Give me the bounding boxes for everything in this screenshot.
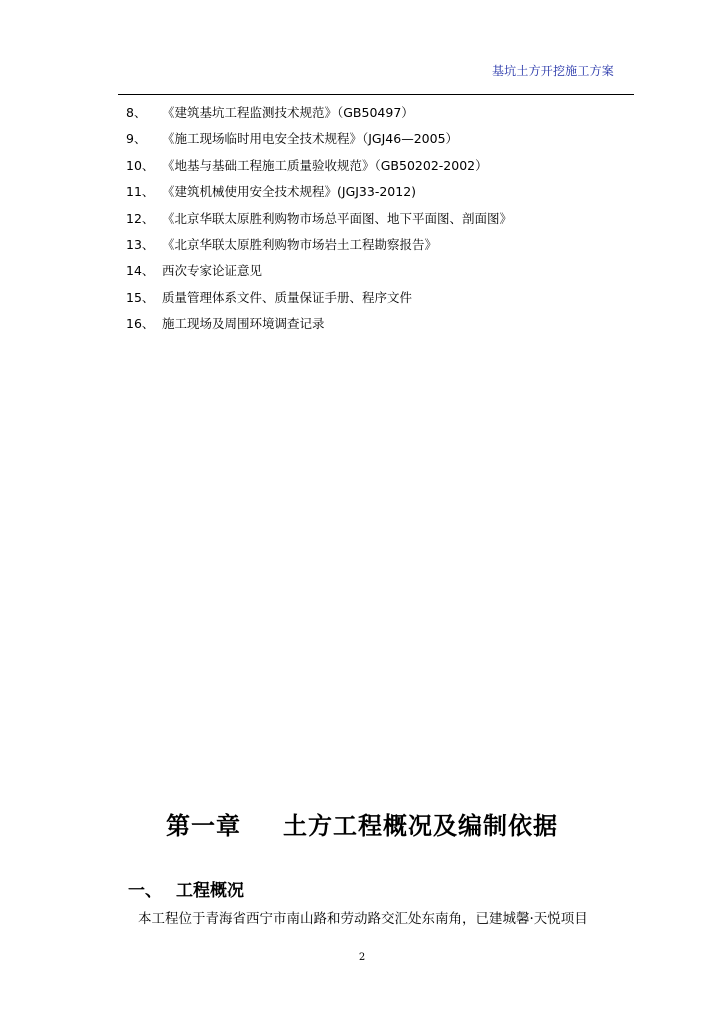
list-item-text: 《建筑机械使用安全技术规程》(JGJ33-2012) <box>162 184 417 200</box>
list-item-text: 西次专家论证意见 <box>162 263 263 279</box>
list-item-number: 13、 <box>126 236 155 252</box>
list-item <box>126 311 512 337</box>
list-item-number: 9、 <box>126 131 147 147</box>
list-item-text: 《北京华联太原胜利购物市场岩土工程勘察报告》 <box>162 236 438 252</box>
chapter-title <box>0 806 724 841</box>
list-item-number: 11、 <box>126 184 155 200</box>
chapter-label: 第一章 <box>166 812 241 840</box>
page-number: 2 <box>358 952 366 963</box>
list-item <box>126 153 512 179</box>
list-item <box>126 258 512 284</box>
list-item <box>126 232 512 258</box>
list-item-number: 15、 <box>126 289 155 305</box>
list-item <box>126 179 512 205</box>
reference-list <box>126 100 512 338</box>
list-item <box>126 206 512 232</box>
section-heading <box>128 876 244 901</box>
list-item-text: 施工现场及周围环境调查记录 <box>162 316 325 332</box>
list-item-text: 《地基与基础工程施工质量验收规范》（GB50202-2002） <box>162 157 488 173</box>
list-item-number: 10、 <box>126 157 155 173</box>
chapter-heading-text: 土方工程概况及编制依据 <box>283 812 558 840</box>
list-item-text: 《北京华联太原胜利购物市场总平面图、地下平面图、剖面图》 <box>162 210 513 226</box>
header-title: 基坑土方开挖施工方案 <box>491 64 614 78</box>
list-item-number: 14、 <box>126 263 155 279</box>
body-paragraph: 本工程位于青海省西宁市南山路和劳动路交汇处东南角，已建城馨·天悦项目 <box>138 911 588 927</box>
section-title: 工程概况 <box>176 881 244 901</box>
list-item-number: 12、 <box>126 210 155 226</box>
list-item-text: 质量管理体系文件、质量保证手册、程序文件 <box>162 289 413 305</box>
list-item <box>126 126 512 152</box>
list-item-text: 《施工现场临时用电安全技术规程》（JGJ46—2005） <box>162 131 459 147</box>
list-item-text: 《建筑基坑工程监测技术规范》（GB50497） <box>162 105 414 120</box>
page-header <box>118 58 634 95</box>
list-item <box>126 100 512 126</box>
list-item <box>126 285 512 311</box>
list-item-number: 8、 <box>126 105 147 120</box>
list-item-number: 16、 <box>126 316 155 332</box>
section-number: 一、 <box>128 881 162 901</box>
